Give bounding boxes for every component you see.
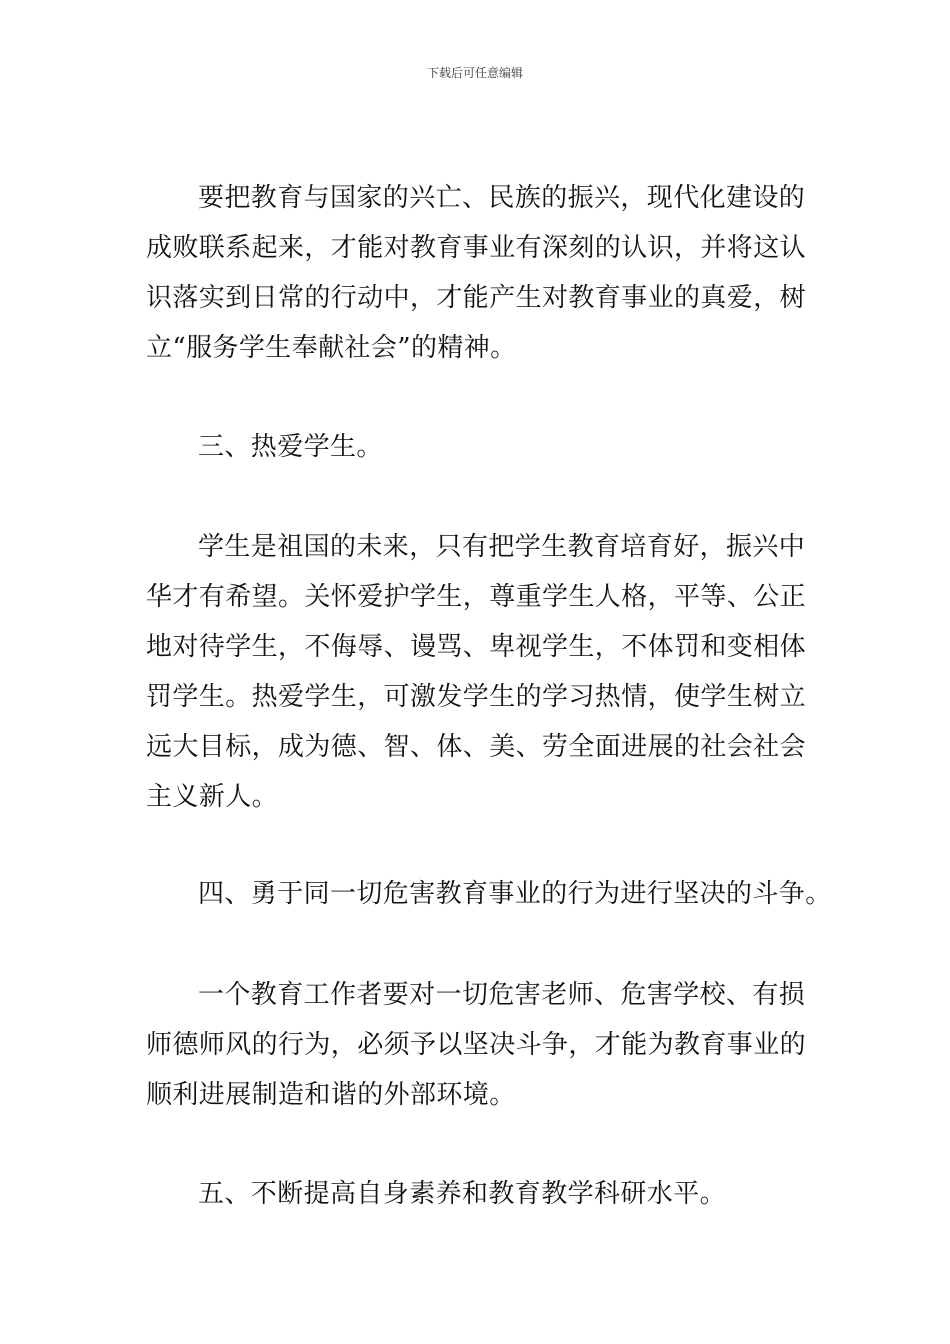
page-header: 下载后可任意编辑 — [426, 66, 523, 80]
text-line: 一个教育工作者要对一切危害老师、危害学校、有损 — [198, 980, 806, 1010]
text-line: 四、勇于同一切危害教育事业的行为进行坚决的斗争。 — [198, 879, 832, 909]
section-heading-3 — [146, 422, 808, 472]
text-line: 识落实到日常的行动中，才能产生对教育事业的真爱，树 — [146, 283, 807, 313]
text-line: 华才有希望。关怀爱护学生，尊重学生人格，平等、公正 — [146, 582, 807, 612]
text-line: 罚学生。热爱学生，可激发学生的学习热情，使学生树立 — [146, 682, 807, 712]
text-line: 成败联系起来，才能对教育事业有深刻的认识，并将这认 — [146, 233, 807, 263]
paragraph-body-3 — [146, 970, 808, 1120]
text-line: 主义新人。 — [146, 782, 279, 812]
text-line: 地对待学生，不侮辱、谩骂、卑视学生，不体罚和变相体 — [146, 632, 807, 662]
paragraph-body-1 — [146, 173, 808, 373]
paragraph-body-2 — [146, 522, 808, 822]
text-line: 五、不断提高自身素养和教育教学科研水平。 — [198, 1179, 727, 1209]
section-heading-4 — [146, 869, 832, 919]
text-line: 顺利进展制造和谐的外部环境。 — [146, 1080, 516, 1110]
text-line: 学生是祖国的未来，只有把学生教育培育好，振兴中 — [198, 532, 806, 562]
text-line: 三、热爱学生。 — [198, 432, 383, 462]
text-line: 要把教育与国家的兴亡、民族的振兴，现代化建设的 — [198, 183, 806, 213]
section-heading-5 — [146, 1169, 808, 1219]
text-line: 远大目标，成为德、智、体、美、劳全面进展的社会社会 — [146, 732, 807, 762]
text-line: 师德师风的行为，必须予以坚决斗争，才能为教育事业的 — [146, 1030, 807, 1060]
text-line: 立“服务学生奉献社会”的精神。 — [146, 333, 517, 363]
